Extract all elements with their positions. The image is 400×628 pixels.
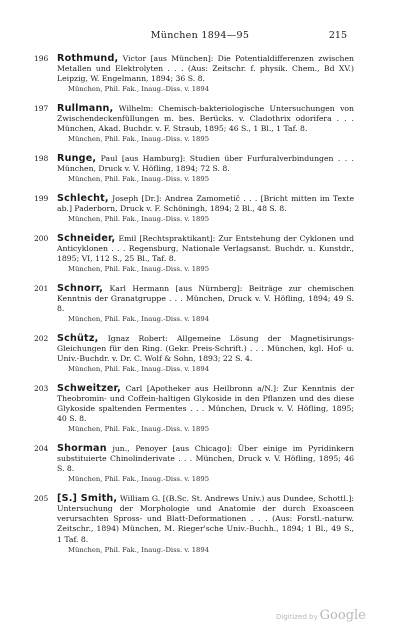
entry-text: Wilhelm: Chemisch-bakteriologische Untersuchungen von Zwischendeckenfüllungen m. bes. Berücks. v. Cladothrix odorifera . . . München, Akad. Buchdr. v. F. Straub, 1895; 46 S., 1 Bl., 1 Taf. 8. xyxy=(57,104,354,134)
entry-text: Karl Hermann [aus Nürnberg]: Beiträge zur chemischen Kenntnis der Granatgruppe . . . München, Druck v. V. Höfling, 1894; 49 S. 8. xyxy=(57,283,354,314)
entry-text: Emil [Rechtspraktikant]: Zur Entstehung der Cyklonen und Anticyklonen . . . Regensburg, Nationale Verlagsanst. Buchdr. u. Kunstdr., 1895; VI, 112 S., 25 Bl., Taf. 8. xyxy=(57,233,354,264)
entry-number: 205 xyxy=(34,493,49,503)
entry-number: 196 xyxy=(34,54,49,63)
entry-note: München, Phil. Fak., Inaug.-Diss. v. 1895 xyxy=(68,175,210,184)
entry-number: 199 xyxy=(34,193,49,203)
bibliography-entry xyxy=(34,154,354,184)
entry-text: Joseph [Dr.]: Andrea Zamometič . . . [Bricht mitten im Texte ab.] Paderborn, Druck v. F. Schöningh, 1894; 2 Bl., 48 S. 8. xyxy=(57,193,354,214)
running-title: München 1894—95 xyxy=(150,30,250,41)
entry-text: Ignaz Robert: Allgemeine Lösung der Magnetisirungs-Gleichungen für den Ring. (Gekr. Preis-Schrift.) . . . München, kgl. Hof- u. Univ.-Buchdr. v. Dr. C. Wolf & Sohn, 1893; 22 S. 4. xyxy=(57,333,354,364)
entry-number: 201 xyxy=(34,283,49,293)
entry-number: 200 xyxy=(34,233,49,243)
entry-text: Victor [aus München]: Die Potentialdifferenzen zwischen Metallen und Elektrolyten . . . (Aus: Zeitschr. f. physik. Chem., Bd XV.) Leipzig, W. Engelmann, 1894; 36 S. 8. xyxy=(57,54,354,84)
entry-text: Paul [aus Hamburg]: Studien über Furfuralverbindungen . . . München, Druck v. V. Höfling, 1894; 72 S. 8. xyxy=(57,154,354,174)
entry-text: William G. [(B.Sc. St. Andrews Univ.) aus Dundee, Schottl.]: Untersuchung der Morphologie und Anatomie der durch Exoasceen verursachten Spross- und Blatt-Deformationen . . . (Aus: Forstl.-naturw. Zeitschr., 1894) München, M. Rieger'sche Univ.-Buchh., 1894; 1 Bl., 49 S., 1 Taf. 8. xyxy=(57,493,354,544)
author-surname: Schütz, xyxy=(57,332,99,344)
entry-number: 198 xyxy=(34,154,49,164)
bibliography-entry xyxy=(34,194,354,224)
google-logo: Google xyxy=(319,608,366,623)
page-number: 215 xyxy=(328,30,347,41)
bibliography-entry xyxy=(34,444,354,485)
bibliography-entry xyxy=(34,494,354,555)
author-surname: Rothmund, xyxy=(57,53,119,64)
entry-number: 197 xyxy=(34,104,49,114)
entry-text: Carl [Apotheker aus Heilbronn a/N.]: Zur Kenntnis der Theobromin- und Coffein-haltigen Glykoside in den Pflanzen und des diese Glykoside spaltenden Fermentes . . . München, Druck v. V. Höfling, 1895; 40 S. 8. xyxy=(57,383,354,424)
bibliography-entry xyxy=(34,104,354,145)
entry-number: 203 xyxy=(34,383,49,393)
entry-number: 204 xyxy=(34,443,49,453)
entry-note: München, Phil. Fak., Inaug.-Diss. v. 1894 xyxy=(68,545,210,554)
entry-note: München, Phil. Fak., Inaug.-Diss. v. 1895 xyxy=(68,215,210,224)
bibliography-entry xyxy=(34,384,354,435)
entry-note: München, Phil. Fak., Inaug.-Diss. v. 1894 xyxy=(68,85,210,94)
entry-note: München, Phil. Fak., Inaug.-Diss. v. 1895 xyxy=(68,425,210,434)
bibliography-entry xyxy=(34,234,354,275)
author-surname: Schweitzer, xyxy=(57,382,121,394)
author-surname: Rullmann, xyxy=(57,103,114,115)
bibliography-list xyxy=(34,54,354,564)
author-surname: Schneider, xyxy=(57,232,116,244)
entry-number: 202 xyxy=(34,333,49,343)
entry-note: München, Phil. Fak., Inaug.-Diss. v. 1895 xyxy=(68,135,210,144)
google-watermark xyxy=(276,604,366,623)
page-header xyxy=(0,30,400,44)
watermark-prefix: Digitized by xyxy=(276,613,318,621)
bibliography-entry xyxy=(34,54,354,95)
entry-text: jun., Penoyer [aus Chicago]: Über einige im Pyridinkern substituierte Chinolinderivate . . . München, Druck v. V. Höfling, 1895; 46 S. 8. xyxy=(57,443,354,474)
entry-note: München, Phil. Fak., Inaug.-Diss. v. 1895 xyxy=(68,475,210,484)
author-surname: Shorman xyxy=(57,442,107,454)
author-surname: [S.] Smith, xyxy=(57,492,118,504)
author-surname: Schlecht, xyxy=(57,192,109,204)
bibliography-entry xyxy=(34,284,354,325)
entry-note: München, Phil. Fak., Inaug.-Diss. v. 1894 xyxy=(68,365,210,374)
author-surname: Schnorr, xyxy=(57,282,104,294)
entry-note: München, Phil. Fak., Inaug.-Diss. v. 1895 xyxy=(68,265,210,274)
bibliography-entry xyxy=(34,334,354,375)
author-surname: Runge, xyxy=(57,153,97,165)
entry-note: München, Phil. Fak., Inaug.-Diss. v. 1894 xyxy=(68,315,210,324)
